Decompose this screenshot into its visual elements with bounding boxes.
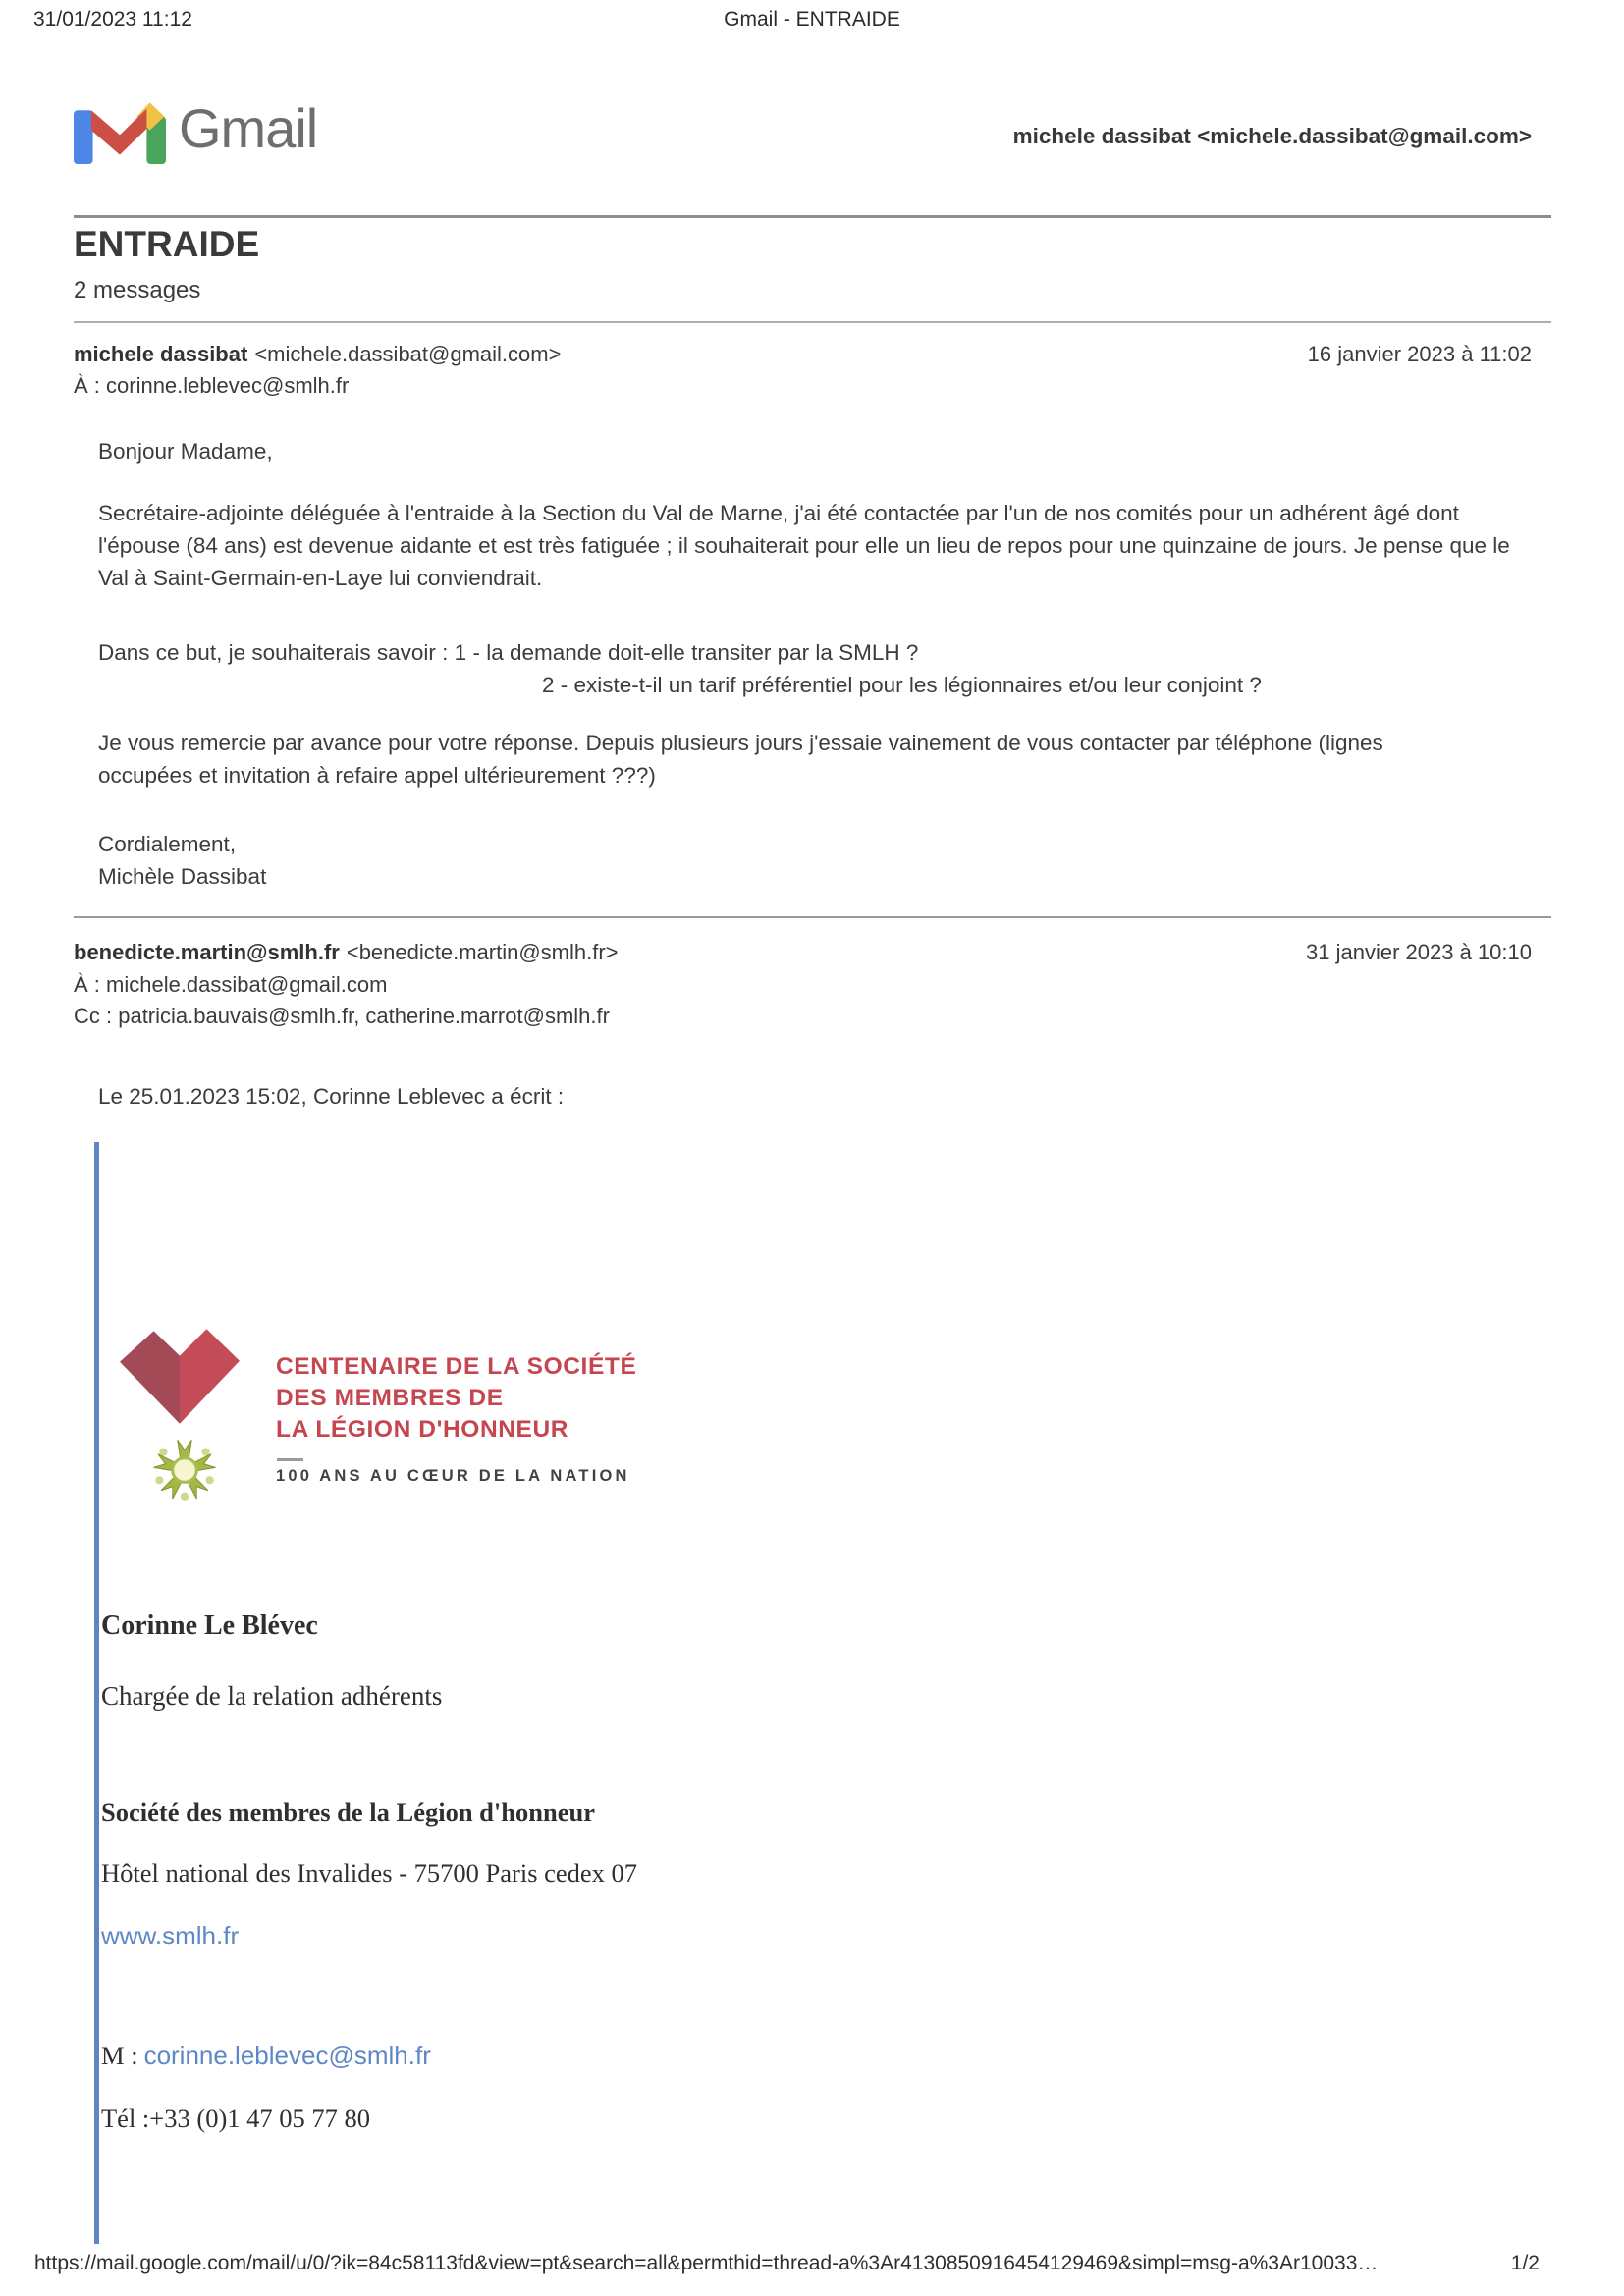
print-title: Gmail - ENTRAIDE bbox=[724, 8, 900, 30]
print-footer bbox=[34, 2252, 1540, 2275]
page-number: 1/2 bbox=[1510, 2252, 1540, 2274]
footer-url: https://mail.google.com/mail/u/0/?ik=84c58113fd&view=pt&search=all&permthid=thread-a%3Ar4130850916454129469&simpl=msg-a%3Ar10033… bbox=[34, 2252, 1379, 2274]
message2-sender-address: <benedicte.martin@smlh.fr> bbox=[346, 940, 619, 964]
signature-email-line bbox=[101, 2041, 431, 2071]
logo-divider bbox=[277, 1458, 303, 1461]
message1-closing: Cordialement, bbox=[98, 832, 237, 856]
message2-cc: Cc : patricia.bauvais@smlh.fr, catherine.marrot@smlh.fr bbox=[74, 1004, 610, 1028]
message-divider bbox=[74, 916, 1551, 918]
message1-paragraph-2: Je vous remercie par avance pour votre réponse. Depuis plusieurs jours j'essaie vainement de vous contacter par téléphone (lignes occupées et invitation à refaire appel ultérieurement ???) bbox=[98, 731, 1383, 788]
quote-intro: Le 25.01.2023 15:02, Corinne Leblevec a écrit : bbox=[98, 1084, 565, 1109]
signature-phone: Tél :+33 (0)1 47 05 77 80 bbox=[101, 2104, 371, 2133]
signature-role: Chargée de la relation adhérents bbox=[101, 1681, 443, 1711]
centenary-logo-text bbox=[276, 1351, 636, 1446]
message2-from bbox=[74, 937, 619, 967]
message2-to: À : michele.dassibat@gmail.com bbox=[74, 972, 388, 997]
centenary-logo-line3: LA LÉGION D'HONNEUR bbox=[276, 1416, 569, 1443]
website-link[interactable]: www.smlh.fr bbox=[101, 1921, 240, 1950]
print-datetime: 31/01/2023 11:12 bbox=[33, 8, 192, 30]
message1-signature: Michèle Dassibat bbox=[98, 864, 267, 889]
message-count: 2 messages bbox=[74, 277, 201, 303]
signature-name: Corinne Le Blévec bbox=[101, 1611, 318, 1641]
centenary-logo-tagline: 100 ANS AU CŒUR DE LA NATION bbox=[276, 1467, 630, 1485]
message2-sender-name: benedicte.martin@smlh.fr bbox=[74, 940, 340, 964]
centenary-logo-line1: CENTENAIRE DE LA SOCIÉTÉ bbox=[276, 1353, 637, 1380]
message1-sender-address: <michele.dassibat@gmail.com> bbox=[254, 342, 562, 366]
message1-sender-name: michele dassibat bbox=[74, 342, 248, 366]
message2-date: 31 janvier 2023 à 10:10 bbox=[1306, 940, 1532, 964]
signature-organization: Société des membres de la Légion d'honneur bbox=[101, 1797, 596, 1827]
signature-email-label: M : bbox=[101, 2041, 138, 2070]
header-divider bbox=[74, 215, 1551, 218]
smlh-centenary-heart-icon bbox=[120, 1328, 240, 1424]
centenary-logo-line2: DES MEMBRES DE bbox=[276, 1385, 504, 1411]
signature-address: Hôtel national des Invalides - 75700 Paris cedex 07 bbox=[101, 1858, 638, 1887]
message1-greeting: Bonjour Madame, bbox=[98, 439, 273, 464]
message1-from bbox=[74, 339, 561, 369]
signature-email-link[interactable]: corinne.leblevec@smlh.fr bbox=[143, 2041, 431, 2070]
gmail-logo-text: Gmail bbox=[179, 97, 318, 159]
subject-divider bbox=[74, 321, 1551, 323]
account-email: michele dassibat <michele.dassibat@gmail.com> bbox=[1012, 124, 1532, 148]
gmail-m-icon bbox=[74, 92, 166, 165]
quote-bar bbox=[94, 1142, 99, 2244]
message1-to: À : corinne.leblevec@smlh.fr bbox=[74, 373, 350, 398]
thread-subject: ENTRAIDE bbox=[74, 224, 260, 264]
message1-paragraph-1: Secrétaire-adjointe déléguée à l'entraide à la Section du Val de Marne, j'ai été contactée par l'un de nos comités pour un adhérent âgé dont l'épouse (84 ans) est devenue aidante et est très fatiguée ; il souhaiterait pour elle un lieu de repos pour une quinzaine de jours. Je pense que le Val à Saint-Germain-en-Laye lui conviendrait. bbox=[98, 501, 1510, 590]
message1-date: 16 janvier 2023 à 11:02 bbox=[1307, 342, 1532, 366]
legion-honneur-medal-icon bbox=[147, 1430, 222, 1506]
message1-question-2: 2 - existe-t-il un tarif préférentiel pour les légionnaires et/ou leur conjoint ? bbox=[542, 673, 1262, 697]
message1-question-1: Dans ce but, je souhaiterais savoir : 1 - la demande doit-elle transiter par la SMLH ? bbox=[98, 640, 919, 665]
